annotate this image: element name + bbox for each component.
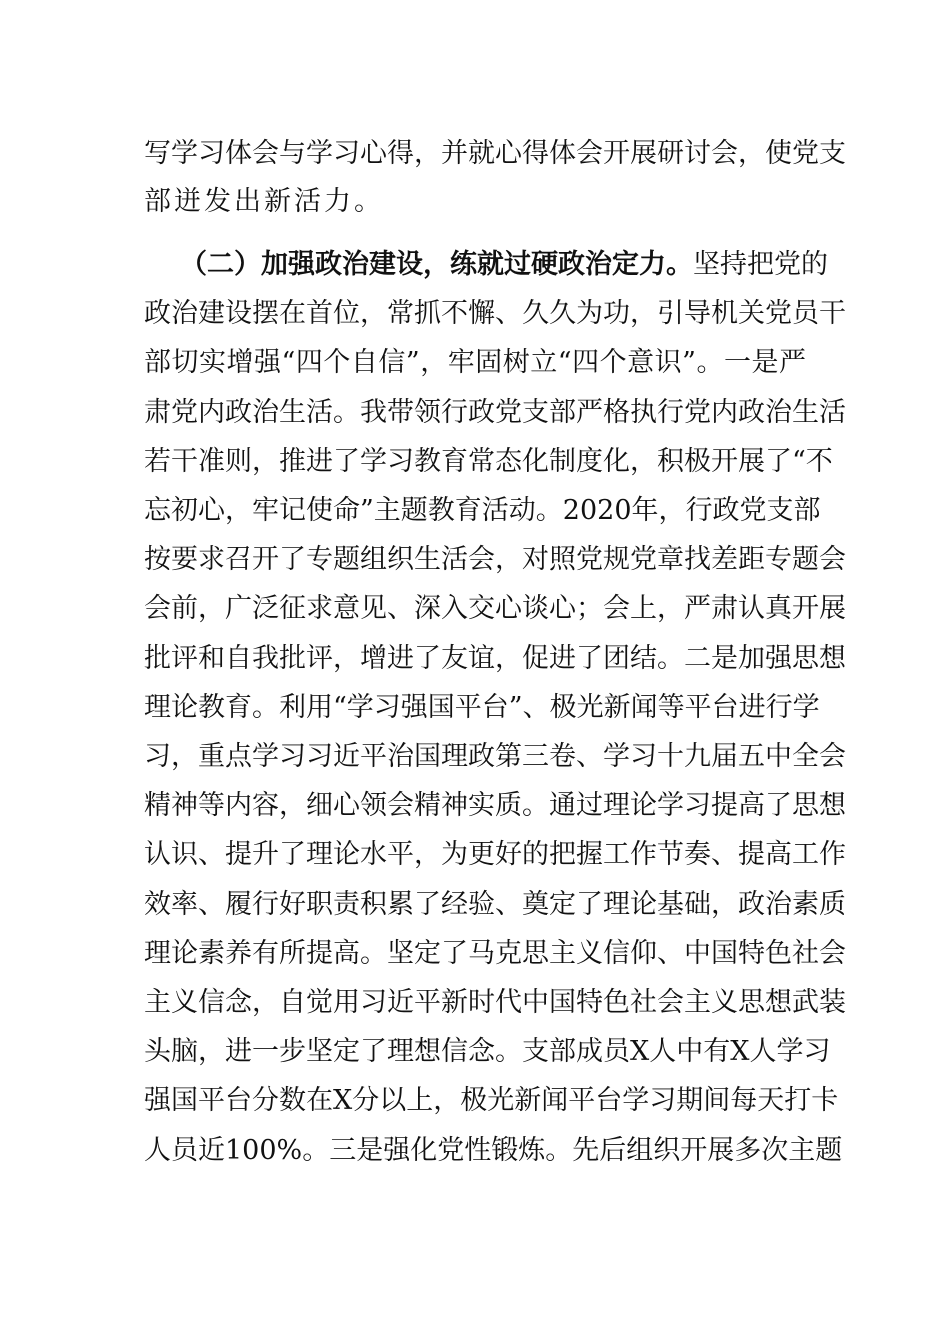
paragraph-line: 会前，广泛征求意见、深入交心谈心；会上，严肃认真开展	[144, 593, 846, 624]
paragraph-line: 理论素养有所提高。坚定了马克思主义信仰、中国特色社会	[144, 938, 846, 969]
paragraph-line: 政治建设摆在首位，常抓不懈、久久为功，引导机关党员干	[144, 298, 846, 329]
paragraph-line: 精神等内容，细心领会精神实质。通过理论学习提高了思想	[144, 790, 846, 821]
paragraph-line: 习，重点学习习近平治国理政第三卷、学习十九届五中全会	[144, 741, 846, 772]
paragraph-text: 坚持把党的	[693, 249, 828, 280]
paragraph-line: 主义信念，自觉用习近平新时代中国特色社会主义思想武装	[144, 987, 846, 1018]
paragraph-line: 部迸发出新活力。	[144, 186, 384, 217]
paragraph-line: 头脑，进一步坚定了理想信念。支部成员X人中有X人学习	[144, 1036, 831, 1067]
paragraph-line: 批评和自我批评，增进了友谊，促进了团结。二是加强思想	[144, 643, 846, 674]
section-heading-line	[180, 247, 828, 283]
paragraph-line: 强国平台分数在X分以上，极光新闻平台学习期间每天打卡	[144, 1085, 839, 1116]
paragraph-line: 若干准则，推进了学习教育常态化制度化，积极开展了“不	[144, 446, 833, 477]
section-heading: （二）加强政治建设，练就过硬政治定力。	[180, 249, 693, 280]
paragraph-line: 理论教育。利用“学习强国平台”、极光新闻等平台进行学	[144, 692, 820, 723]
paragraph-line: 写学习体会与学习心得，并就心得体会开展研讨会，使党支	[144, 138, 846, 169]
paragraph-line: 效率、履行好职责积累了经验、奠定了理论基础，政治素质	[144, 889, 846, 920]
paragraph-line: 按要求召开了专题组织生活会，对照党规党章找差距专题会	[144, 544, 846, 575]
paragraph-line: 忘初心，牢记使命”主题教育活动。2020年，行政党支部	[144, 495, 821, 526]
paragraph-line: 肃党内政治生活。我带领行政党支部严格执行党内政治生活	[144, 397, 846, 428]
paragraph-line: 人员近100%。三是强化党性锻炼。先后组织开展多次主题	[144, 1135, 843, 1166]
paragraph-line: 认识、提升了理论水平，为更好的把握工作节奏、提高工作	[144, 839, 846, 870]
paragraph-line: 部切实增强“四个自信”，牢固树立“四个意识”。一是严	[144, 347, 806, 378]
